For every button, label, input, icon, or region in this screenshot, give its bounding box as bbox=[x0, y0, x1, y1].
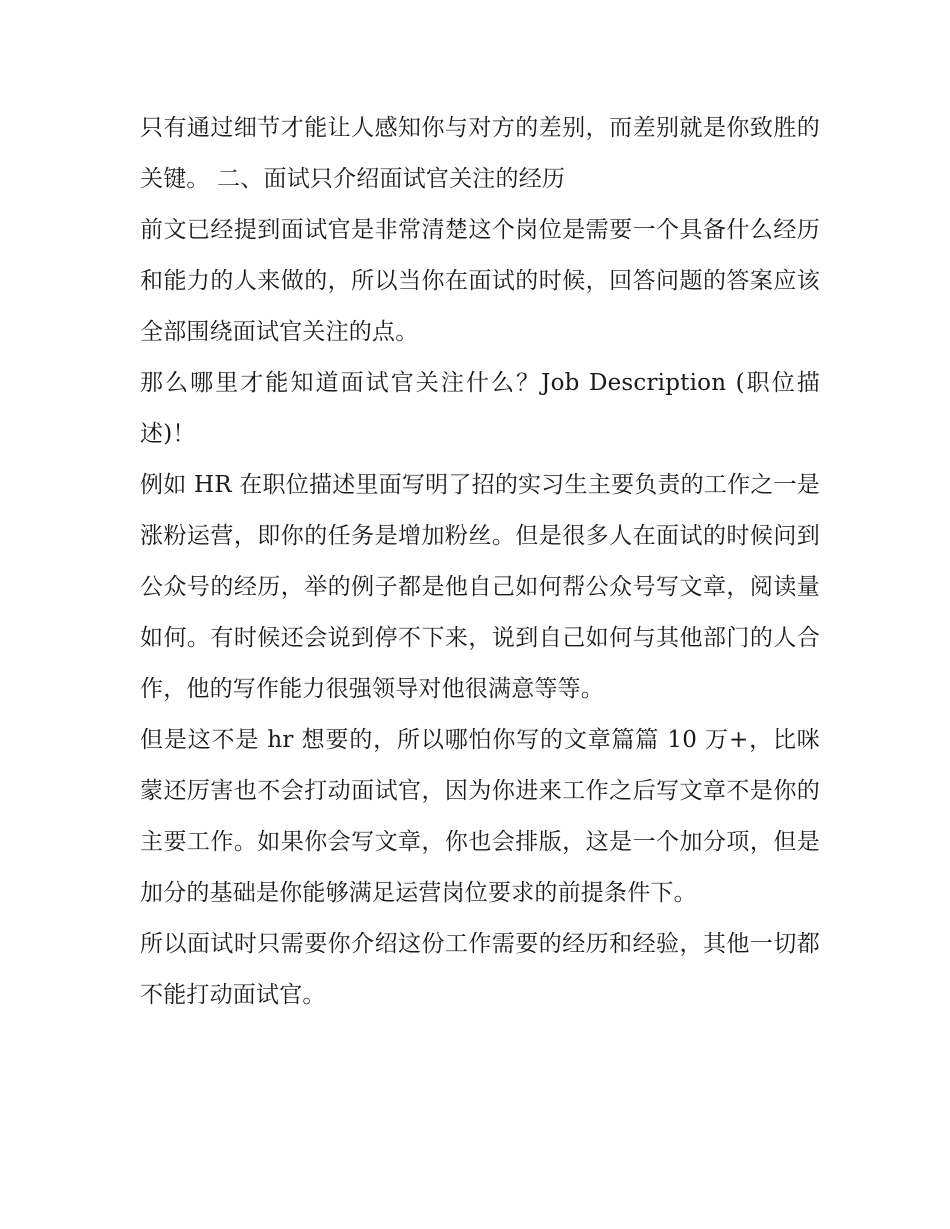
paragraph-interviewer-focus: 前文已经提到面试官是非常清楚这个岗位是需要一个具备什么经历和能力的人来做的，所以当你在面试的时候，回答问题的答案应该全部围绕面试官关注的点。 bbox=[140, 217, 820, 345]
paragraph-not-what-hr-wants: 但是这不是 hr 想要的，所以哪怕你写的文章篇篇 10 万+，比咪蒙还厉害也不会打动面试官，因为你进来工作之后写文章不是你的主要工作。如果你会写文章，你也会排版，这是一个加分项，但是加分的基础是你能够满足运营岗位要求的前提条件下。 bbox=[140, 727, 820, 906]
paragraph-conclusion: 所以面试时只需要你介绍这份工作需要的经历和经验，其他一切都不能打动面试官。 bbox=[140, 931, 820, 1008]
document-body bbox=[140, 103, 820, 1021]
paragraph-details-and-section-two-heading: 只有通过细节才能让人感知你与对方的差别，而差别就是你致胜的关键。 二、面试只介绍面试官关注的经历 bbox=[140, 115, 820, 192]
paragraph-hr-example: 例如 HR 在职位描述里面写明了招的实习生主要负责的工作之一是涨粉运营，即你的任务是增加粉丝。但是很多人在面试的时候问到公众号的经历，举的例子都是他自己如何帮公众号写文章，阅读量如何。有时候还会说到停不下来，说到自己如何与其他部门的人合作，他的写作能力很强领导对他很满意等等。 bbox=[140, 472, 820, 702]
paragraph-job-description: 那么哪里才能知道面试官关注什么？Job Description (职位描述)！ bbox=[140, 370, 820, 447]
